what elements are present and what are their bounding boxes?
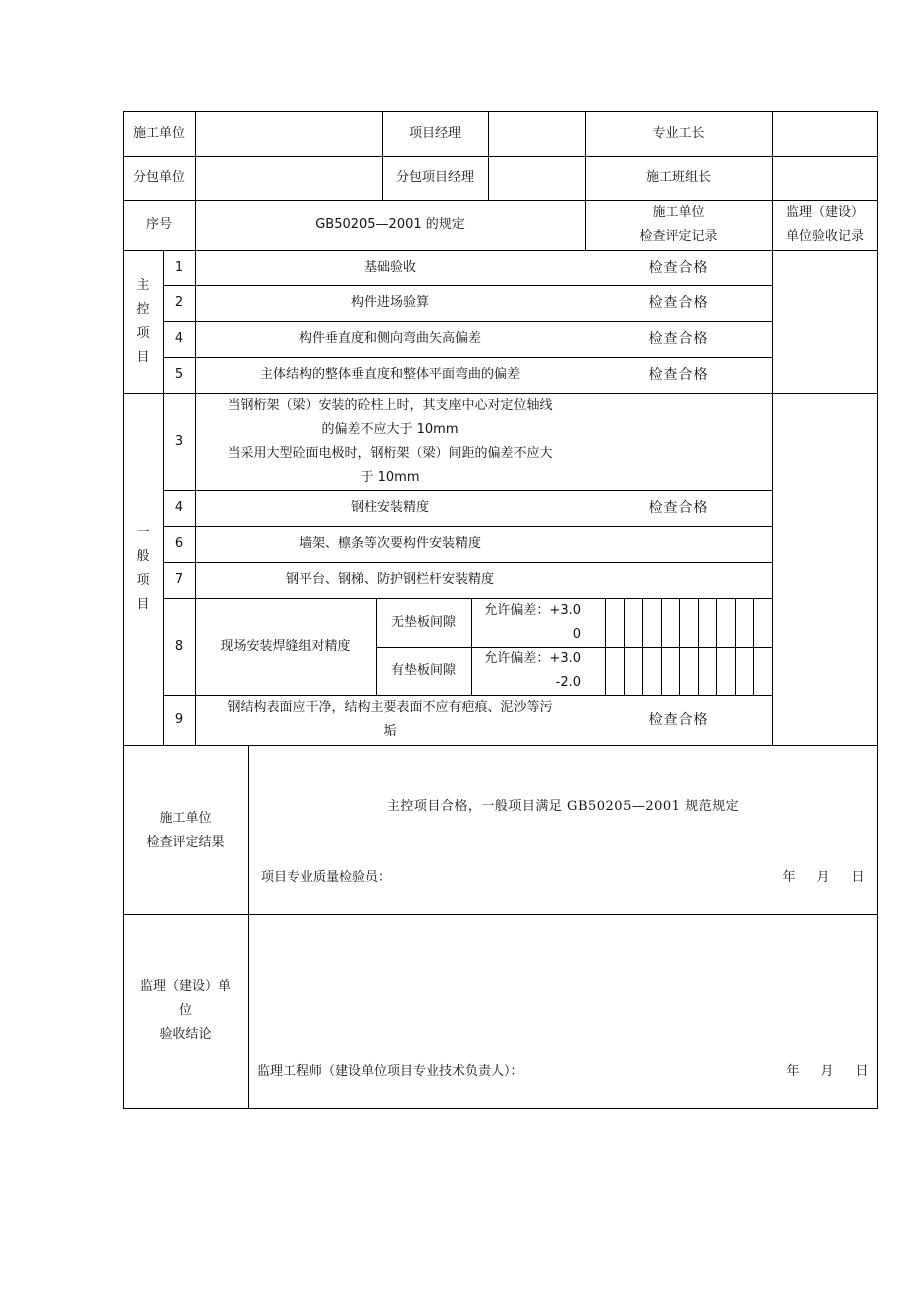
result-label-line: 施工单位 [159,811,212,826]
item9-line: 垢 [383,724,397,739]
supervisor-record-header [772,200,878,250]
item-desc: 基础验收 [363,259,416,275]
result-day: 日 [851,870,865,885]
item3-line: 于 10mm [360,469,420,485]
item-result: 检查合格 [648,367,709,383]
result-section-label [123,801,248,861]
item3-desc [195,393,585,490]
supervisor-day: 日 [855,1064,869,1079]
item-no: 4 [174,500,184,515]
item8-sub2-tolerance [471,647,585,695]
item3-line: 当钢桁架（梁）安装的砼柱上时，其支座中心对定位轴线 [227,397,553,413]
item-no: 5 [174,367,184,382]
general-group-label [123,393,163,745]
tolerance-line: -2.0 [555,675,581,690]
item-no: 7 [174,572,184,587]
foreman-value[interactable] [772,111,878,156]
item-no: 3 [174,433,184,449]
group-char: 项 [136,325,150,341]
item-result: 检查合格 [648,331,709,347]
item-no: 2 [174,295,184,310]
group-char: 主 [136,277,150,293]
project-manager-label: 项目经理 [408,125,461,141]
tolerance-line: 0 [572,626,581,642]
group-char: 一 [136,525,150,540]
item-desc: 主体结构的整体垂直度和整体平面弯曲的偏差 [259,367,520,382]
check-record-line1: 施工单位 [652,205,705,220]
check-record-header [585,200,772,250]
supervisor-record-line1: 监理（建设） [785,205,864,220]
item8-sub2-label: 有垫板间隙 [390,663,456,678]
supervisor-section-label [123,974,248,1048]
result-label-line: 检查评定结果 [146,835,225,850]
sub-project-manager-label: 分包项目经理 [395,170,474,185]
result-month: 月 [816,870,830,885]
supervisor-label-line: 监理（建设）单 [139,979,231,994]
item-result: 检查合格 [648,500,709,516]
group-char: 控 [136,301,150,317]
seq-label: 序号 [145,217,172,232]
item-result: 检查合格 [648,259,709,276]
sub-project-manager-value[interactable] [488,156,585,200]
supervisor-label-line: 验收结论 [159,1027,212,1042]
item3-line: 的偏差不应大于 10mm [321,421,459,437]
item-desc: 构件进场验算 [350,295,429,310]
construction-unit-value[interactable] [195,111,382,156]
item-desc: 墙架、檩条等次要构件安装精度 [298,536,481,551]
item8-sub1-label: 无垫板间隙 [390,614,456,630]
foreman-label: 专业工长 [652,125,705,141]
item-result: 检查合格 [648,712,709,728]
item9-desc [195,695,585,745]
item-result: 检查合格 [648,295,709,311]
subcontract-unit-value[interactable] [195,156,382,200]
tolerance-line: 允许偏差：+3.0 [484,651,581,666]
item3-line: 当采用大型砼面电极时，钢桁架（梁）间距的偏差不应大 [227,445,553,461]
subcontract-unit-label: 分包单位 [132,170,185,185]
item-no: 6 [174,536,184,551]
conclusion-text: 主控项目合格，一般项目满足 GB50205—2001 规范规定 [386,799,740,814]
item8-desc: 现场安装焊缝组对精度 [220,638,351,654]
supervisor-label-line: 位 [178,1003,192,1018]
item-desc: 构件垂直度和侧向弯曲矢高偏差 [298,331,481,346]
team-leader-value[interactable] [772,156,878,200]
supervisor-record-line2: 单位验收记录 [785,229,864,244]
group-char: 项 [136,573,150,588]
item-desc: 钢平台、钢梯、防护钢栏杆安装精度 [285,572,494,587]
group-char: 目 [136,597,150,612]
item-no: 1 [174,259,184,275]
spec-label: GB50205—2001 的规定 [315,217,465,232]
item-no: 4 [174,331,184,346]
team-leader-label: 施工班组长 [645,170,711,185]
inspector-label: 项目专业质量检验员： [261,870,392,885]
group-char: 般 [136,549,150,564]
item-no: 9 [174,712,184,727]
main-control-group-label [123,250,163,393]
construction-unit-label: 施工单位 [132,125,185,141]
item9-line: 钢结构表面应干净，结构主要表面不应有疤痕、泥沙等污 [227,700,553,715]
item-no: 8 [174,638,184,654]
project-manager-value[interactable] [488,111,585,156]
supervisor-month: 月 [820,1064,834,1079]
group-char: 目 [136,349,150,365]
supervisor-year: 年 [786,1064,800,1079]
engineer-label: 监理工程师（建设单位项目专业技术负责人）： [257,1064,524,1079]
inspection-form [123,111,878,1109]
item8-sub1-tolerance [471,598,585,647]
result-year: 年 [782,870,796,885]
check-record-line2: 检查评定记录 [639,229,718,244]
tolerance-line: 允许偏差：+3.0 [484,602,581,618]
item-desc: 钢柱安装精度 [350,500,429,515]
